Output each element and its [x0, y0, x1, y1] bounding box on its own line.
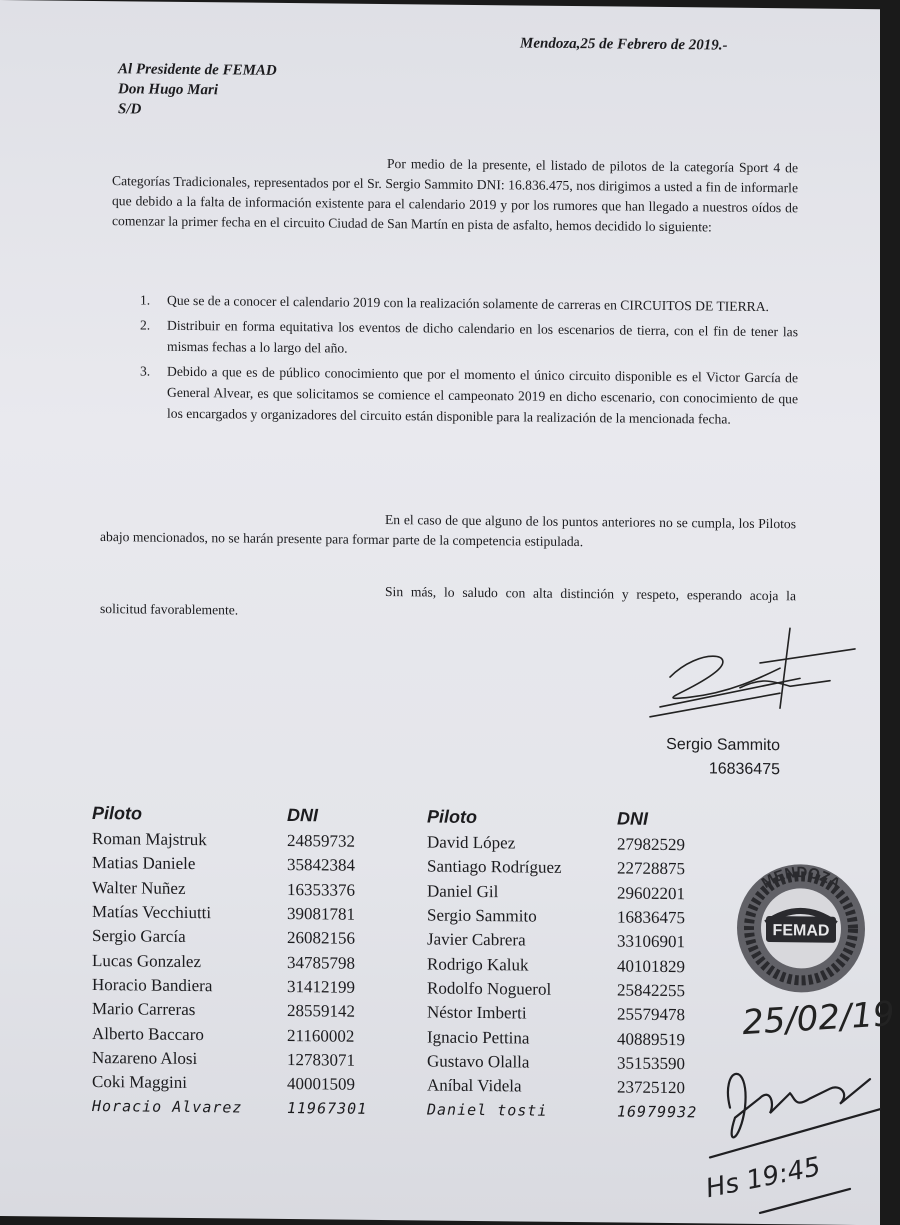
- pilot-name: Walter Nuñez: [92, 877, 186, 898]
- header-dni: DNI: [617, 807, 648, 829]
- pilot-dni: 16836475: [617, 907, 685, 928]
- pilot-dni: 16979932: [617, 1102, 698, 1122]
- pilot-name: Sergio Sammito: [427, 905, 537, 926]
- header-dni: DNI: [287, 804, 318, 825]
- pilot-name: Daniel Gil: [427, 881, 499, 901]
- signer-name: Sergio Sammito: [666, 735, 780, 755]
- pilot-dni: 16353376: [287, 879, 355, 900]
- pilot-dni: 21160002: [287, 1025, 355, 1046]
- pilot-dni: 22728875: [617, 858, 685, 879]
- pilot-name: Roman Majstruk: [92, 829, 207, 850]
- header-piloto: Piloto: [92, 802, 142, 823]
- pilot-name: Sergio García: [92, 926, 186, 947]
- pilot-dni: 31412199: [287, 976, 355, 997]
- received-annotation: [700, 1047, 890, 1219]
- pilot-name: Matías Vecchiutti: [92, 901, 212, 923]
- pilot-dni: 25579478: [617, 1004, 685, 1025]
- pilot-name: Aníbal Videla: [427, 1075, 522, 1096]
- pilot-dni: 25842255: [617, 980, 685, 1001]
- letter-date: Mendoza,25 de Febrero de 2019.-: [520, 35, 728, 54]
- pilot-dni: 35842384: [287, 855, 355, 876]
- pilot-name: Mario Carreras: [92, 999, 196, 1020]
- recipient-line-2: Don Hugo Mari: [118, 81, 219, 99]
- signer-block: [666, 733, 780, 782]
- list-item-text: Debido a que es de público conocimiento que por el momento el único circuito disponible es el Victor García de General Alvear, es que solicitamos se comience el campeonato 2019 en dicho escenario, con conocimiento de que los encargados y organizadores del circuito están disponible para la realización de la mencionada fecha.: [167, 363, 798, 427]
- stamp-top-text: MENDOZA: [758, 863, 844, 893]
- pilot-dni: 39081781: [287, 904, 355, 924]
- pilot-name: David López: [427, 832, 516, 853]
- pilot-dni: 29602201: [617, 883, 685, 903]
- pilot-dni: 12783071: [287, 1049, 355, 1070]
- pilot-dni: 11967301: [287, 1099, 368, 1119]
- pilot-name: Coki Maggini: [92, 1072, 187, 1093]
- list-item: [112, 289, 798, 317]
- pilot-name: Santiago Rodríguez: [427, 856, 562, 878]
- pilot-dni: 34785798: [287, 952, 355, 973]
- pilot-name: Lucas Gonzalez: [92, 950, 202, 971]
- pilot-dni: 40001509: [287, 1074, 355, 1094]
- pilot-name: Nazareno Alosi: [92, 1047, 198, 1068]
- warning-paragraph: En el caso de que alguno de los puntos anteriores no se cumpla, los Pilotos abajo mencionados, no se harán presente para formar parte de la competencia estipulada.: [100, 512, 796, 550]
- handwritten-time: Hs 19:45: [703, 1151, 824, 1205]
- pilot-dni: 35153590: [617, 1053, 685, 1073]
- pilot-name: Rodolfo Noguerol: [427, 978, 552, 999]
- pilots-table: [80, 801, 717, 1125]
- pilot-name: Rodrigo Kaluk: [427, 954, 529, 975]
- list-item-text: Que se de a conocer el calendario 2019 con la realización solamente de carreras en CIRCUITOS DE TIERRA.: [167, 292, 769, 315]
- list-item: [112, 314, 798, 363]
- list-item-number: 1.: [140, 292, 151, 308]
- femad-stamp: [726, 838, 876, 1000]
- pilot-dni: 24859732: [287, 831, 355, 851]
- pilot-dni: 33106901: [617, 931, 685, 952]
- pilot-dni: 40101829: [617, 956, 685, 976]
- handwritten-date: 25/02/19: [740, 994, 896, 1044]
- signature-image: [630, 617, 860, 729]
- pilot-dni: 28559142: [287, 1001, 355, 1021]
- pilot-name: Néstor Imberti: [427, 1002, 527, 1023]
- header-piloto: Piloto: [427, 805, 477, 827]
- pilot-dni: 27982529: [617, 834, 685, 855]
- recipient-line-3: S/D: [118, 101, 142, 118]
- signer-dni: 16836475: [708, 760, 780, 779]
- list-item: [112, 360, 798, 430]
- pilot-dni: 26082156: [287, 928, 355, 949]
- recipient-line-1: Al Presidente de FEMAD: [118, 61, 277, 79]
- list-item-number: 2.: [140, 317, 151, 333]
- pilot-name: Horacio Bandiera: [92, 974, 213, 996]
- request-list: [112, 289, 798, 434]
- pilot-name: Daniel tosti: [427, 1100, 548, 1121]
- pilot-name: Gustavo Olalla: [427, 1051, 530, 1072]
- closing-paragraph: Sin más, lo saludo con alta distinción y respeto, esperando acoja la solicitud favorablemente.: [100, 584, 796, 618]
- recipient-block: [118, 59, 277, 121]
- pilot-name: Javier Cabrera: [427, 929, 526, 950]
- list-item-text: Distribuir en forma equitativa los eventos de dicho calendario en los escenarios de tierra, con el fin de tener las mismas fechas a lo largo del año.: [167, 317, 798, 356]
- stamp-center-text: FEMAD: [772, 922, 830, 940]
- pilot-dni: 40889519: [617, 1028, 685, 1049]
- pilot-name: Alberto Baccaro: [92, 1023, 204, 1044]
- intro-paragraph: Por medio de la presente, el listado de pilotos de la categoría Sport 4 de Categorías Tradicionales, representados por el Sr. Sergio Sammito DNI: 16.836.475, nos dirigimos a usted a fin de informarle que debido a la falta de información existente para el calendario 2019 y por los rumores que han llegado a nuestros oídos de comenzar la primer fecha en el circuito Ciudad de San Martín en pista de asfalto, hemos decidido lo siguiente:: [112, 156, 798, 235]
- pilot-name: Matias Daniele: [92, 853, 196, 874]
- pilot-name: Ignacio Pettina: [427, 1026, 530, 1048]
- pilot-name: Horacio Alvarez: [92, 1097, 243, 1117]
- list-item-number: 3.: [140, 363, 151, 379]
- pilot-dni: 23725120: [617, 1077, 685, 1098]
